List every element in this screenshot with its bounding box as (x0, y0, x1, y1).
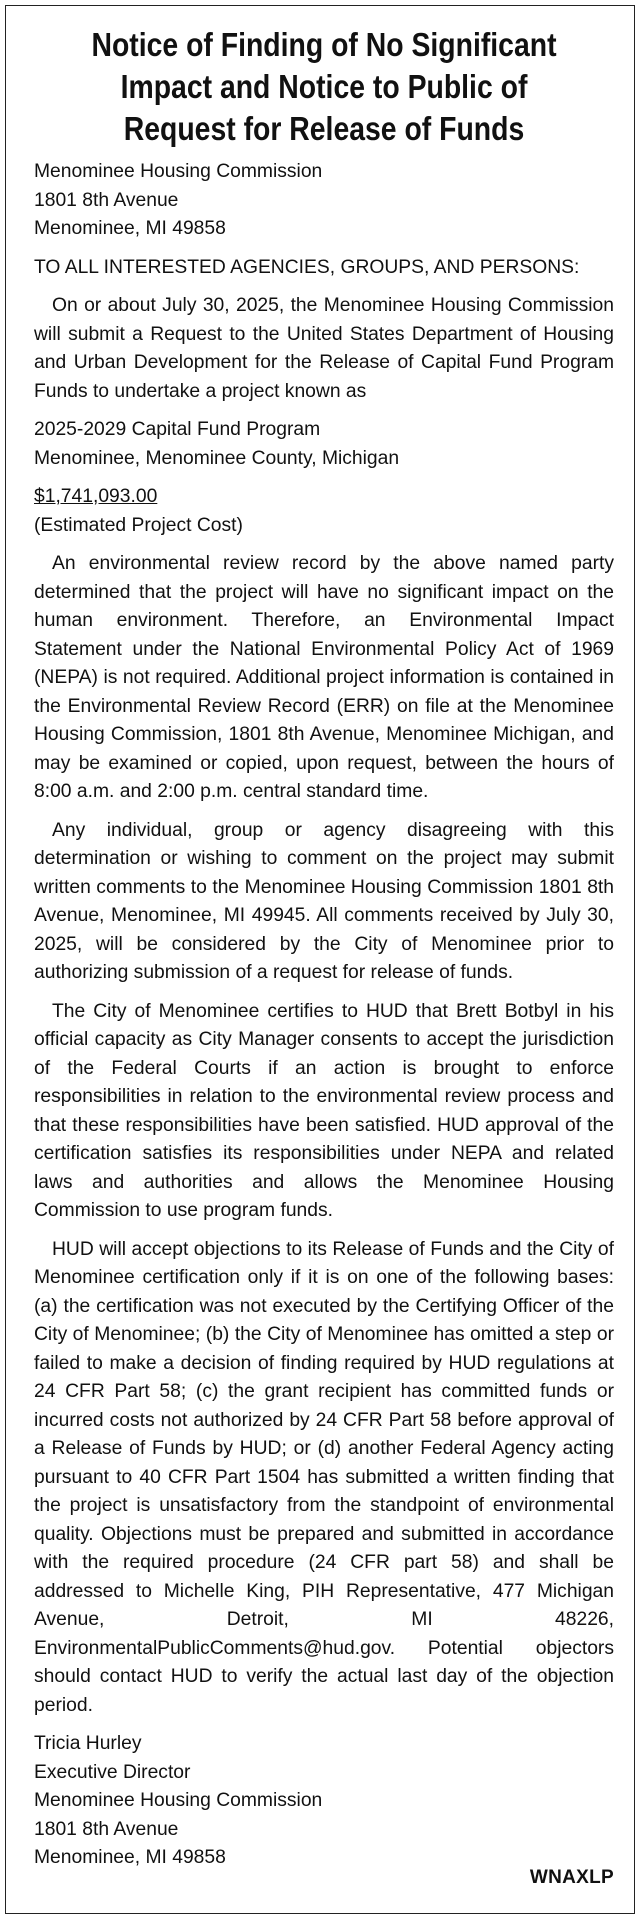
address-street: 1801 8th Avenue (34, 189, 179, 211)
certification-paragraph: The City of Menominee certifies to HUD that Brett Botbyl in his official capacity as City Manager consents to accept the jurisdiction of the Federal Courts if an action is brought to enforce responsibilities in relation to the environmental review process and that these responsibilities have been satisfied. HUD approval of the certification satisfies its responsibilities under NEPA and related laws and authorities and allows the Menominee Housing Commission to use program funds. (34, 1000, 614, 1221)
title-line: Notice of Finding of No Significant (91, 26, 557, 63)
title-line: Impact and Notice to Public of (120, 68, 528, 105)
signature-block (34, 1730, 614, 1873)
project-name: 2025-2029 Capital Fund Program (34, 419, 321, 440)
notice-body (34, 158, 614, 1873)
project-location: Menominee, Menominee County, Michigan (34, 447, 400, 469)
objections-paragraph: HUD will accept objections to its Release of Funds and the City of Menominee certification only if it is on one of the following bases: (a) the certification was not executed by the Certifying Officer of the City of Menominee; (b) the City of Menominee has omitted a step or failed to make a decision of finding required by HUD regulations at 24 CFR Part 58; (c) the grant recipient has committed funds or incurred costs not authorized by 24 CFR Part 58 before approval of a Release of Funds by HUD; or (d) another Federal Agency acting pursuant to 40 CFR Part 1504 has submitted a written finding that the project is unsatisfactory from the standpoint of environmental quality. Objections must be prepared and submitted in accordance with the required procedure (24 CFR part 58) and shall be addressed to Michelle King, PIH Representative, 477 Michigan Avenue, Detroit, MI 48226, EnvironmentalPublicComments@hud.gov. Potential objectors should contact HUD to verify the actual last day of the objection period. (34, 1238, 614, 1716)
signer-city: Menominee, MI 49858 (34, 1847, 226, 1868)
environmental-paragraph: An environmental review record by the above named party determined that the project will have no significant impact on the human environment. Therefore, an Environmental Impact Statement under the National Environmental Policy Act of 1969 (NEPA) is not required. Additional project information is contained in the Environmental Review Record (ERR) on file at the Menominee Housing Commission, 1801 8th Avenue, Menominee Michigan, and may be examined or copied, upon request, between the hours of 8:00 a.m. and 2:00 p.m. central standard time. (34, 553, 614, 802)
signer-name: Tricia Hurley (34, 1733, 142, 1754)
comments-paragraph: Any individual, group or agency disagreeing with this determination or wishing to comment on the project may submit written comments to the Menominee Housing Commission 1801 8th Avenue, Menominee, MI 49945. All comments received by July 30, 2025, will be considered by the City of Menominee prior to authorizing submission of a request for release of funds. (34, 819, 614, 983)
publication-code: WNAXLP (529, 1867, 614, 1888)
intro-paragraph: On or about July 30, 2025, the Menominee Housing Commission will submit a Request to the United States Department of Housing and Urban Development for the Release of Capital Fund Program Funds to undertake a project known as (34, 295, 614, 402)
salutation: TO ALL INTERESTED AGENCIES, GROUPS, AND PERSONS: (34, 256, 580, 278)
cost-label: (Estimated Project Cost) (34, 514, 243, 536)
address-name: Menominee Housing Commission (34, 161, 323, 182)
cost-info (34, 483, 614, 540)
signer-street: 1801 8th Avenue (34, 1818, 179, 1840)
signer-organization: Menominee Housing Commission (34, 1790, 323, 1811)
address-city: Menominee, MI 49858 (34, 218, 226, 239)
signer-title: Executive Director (34, 1761, 191, 1783)
notice-title (75, 24, 574, 150)
legal-notice (5, 5, 635, 1914)
title-line: Request for Release of Funds (123, 110, 525, 147)
header-address (34, 158, 614, 244)
cost-amount: $1,741,093.00 (34, 486, 158, 507)
project-info (34, 416, 614, 473)
